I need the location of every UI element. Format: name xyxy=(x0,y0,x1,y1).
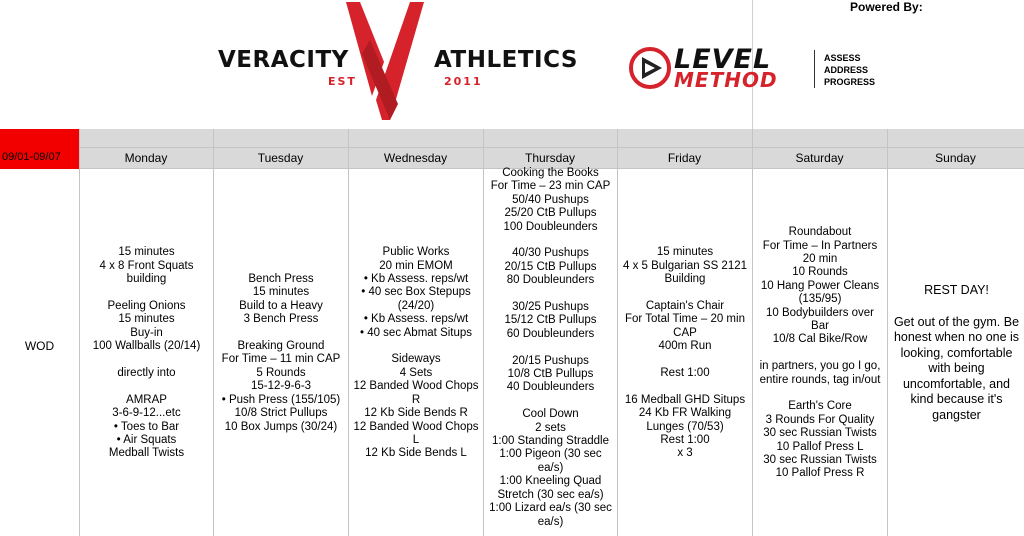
workout-line: 10 Pallof Press R xyxy=(775,467,865,480)
powered-by-label: Powered By: xyxy=(850,0,923,14)
workout-line: 20/15 Pushups xyxy=(512,354,589,367)
workout-line: 15-12-9-6-3 xyxy=(250,380,312,393)
workout-line: ea/s) xyxy=(537,515,564,528)
tagline-line: ASSESS xyxy=(824,53,861,63)
day-header-monday[interactable]: Monday xyxy=(124,151,168,165)
workout-line: CAP xyxy=(673,326,697,339)
workout-line: • 40 sec Abmat Situps xyxy=(359,326,473,339)
workout-line: 100 Wallballs (20/14) xyxy=(92,340,201,353)
workout-line: Cool Down xyxy=(522,408,579,421)
workout-line: 40 Doubleunders xyxy=(506,381,595,394)
workout-line: • 40 sec Box Stepups xyxy=(361,286,471,299)
workout-line: 24 Kb FR Walking xyxy=(638,407,732,420)
workout-line xyxy=(484,341,617,354)
workout-line xyxy=(891,299,1022,315)
workout-line: • Kb Assess. reps/wt xyxy=(363,313,469,326)
workout-line: 1:00 Lizard ea/s (30 sec xyxy=(489,502,612,515)
workout-line: 4 x 8 Front Squats xyxy=(99,259,194,272)
workout-line: Peeling Onions xyxy=(107,299,186,312)
workout-line: REST DAY! xyxy=(924,283,989,298)
workout-line xyxy=(618,354,752,367)
workout-cell-sunday[interactable] xyxy=(891,171,1022,536)
workout-line: R xyxy=(411,393,421,406)
workout-line: in partners, you go I go, xyxy=(759,360,881,373)
workout-line: Lunges (70/53) xyxy=(646,420,724,433)
workout-line: 1:00 Standing Straddle xyxy=(491,435,609,448)
workout-line: • Push Press (155/105) xyxy=(221,393,341,406)
workout-line: 10/8 Strict Pullups xyxy=(234,407,328,420)
workout-line xyxy=(484,234,617,247)
workout-line: 10 Pallof Press L xyxy=(776,440,864,453)
workout-line: 15 minutes xyxy=(252,286,310,299)
day-header-sunday[interactable]: Sunday xyxy=(935,151,976,165)
level-method-emblem-icon xyxy=(628,46,672,90)
workout-line: 2 sets xyxy=(535,421,566,434)
workout-line: 10 Rounds xyxy=(792,266,848,279)
workout-cell-thursday[interactable] xyxy=(484,167,617,536)
workout-line: Roundabout xyxy=(788,226,852,239)
workout-line: 10 Box Jumps (30/24) xyxy=(224,420,338,433)
workout-line xyxy=(80,354,213,367)
workout-line: 12 Kb Side Bends R xyxy=(364,407,468,420)
workout-line: 1:00 Kneeling Quad xyxy=(499,475,602,488)
workout-line: 4 x 5 Bulgarian SS 2121 xyxy=(622,259,748,272)
logo-year: 2011 xyxy=(444,75,483,88)
workout-line: 12 Banded Wood Chops xyxy=(353,420,479,433)
workout-line xyxy=(618,286,752,299)
workout-line: 80 Doubleunders xyxy=(506,274,595,287)
workout-line: Medball Twists xyxy=(108,447,185,460)
workout-line: Earth's Core xyxy=(788,400,852,413)
workout-line: 60 Doubleunders xyxy=(506,327,595,340)
workout-line xyxy=(484,288,617,301)
workout-line: 20 min xyxy=(802,252,838,265)
workout-line: 20 min EMOM xyxy=(379,259,453,272)
workout-line: Bar xyxy=(811,320,829,332)
workout-line: building xyxy=(126,273,167,286)
header-band xyxy=(0,129,1024,147)
workout-line xyxy=(618,380,752,393)
workout-line: 1:00 Pigeon (30 sec xyxy=(499,448,602,461)
workout-line xyxy=(214,327,348,340)
column-divider xyxy=(887,129,888,536)
workout-line: • Toes to Bar xyxy=(113,420,180,433)
workout-line: Stretch (30 sec ea/s) xyxy=(497,488,604,501)
date-range-cell[interactable] xyxy=(0,129,79,169)
day-header-tuesday[interactable]: Tuesday xyxy=(257,151,304,165)
workout-line: 25/20 CtB Pullups xyxy=(504,207,597,220)
workout-line: directly into xyxy=(117,366,176,379)
workout-line: 400m Run xyxy=(658,340,712,353)
workout-line: 15 minutes xyxy=(656,246,714,259)
workout-line: 10/8 CtB Pullups xyxy=(507,368,594,381)
workout-line: (135/95) xyxy=(798,293,842,306)
workout-line: • Kb Assess. reps/wt xyxy=(363,273,469,286)
schedule-grid xyxy=(0,129,1024,536)
workout-line: ea/s) xyxy=(537,461,564,474)
logo-word-left: VERACITY xyxy=(218,47,349,73)
workout-line: 15/12 CtB Pullups xyxy=(504,314,597,327)
workout-line: 100 Doubleunders xyxy=(503,220,598,233)
workout-line: For Total Time – 20 min xyxy=(625,313,745,326)
date-range-label: 09/01-09/07 xyxy=(2,151,61,163)
workout-cell-wednesday[interactable] xyxy=(349,171,483,536)
workout-line: 10 Bodybuilders over xyxy=(765,306,875,319)
workout-line: Public Works xyxy=(382,246,450,259)
header xyxy=(0,0,1024,129)
workout-line: • Air Squats xyxy=(116,433,177,446)
workout-line: 10/8 Cal Bike/Row xyxy=(772,333,868,346)
workout-line: 10 Hang Power Cleans xyxy=(760,279,880,292)
workout-line: 4 Sets xyxy=(399,366,433,379)
logo-word-right: ATHLETICS xyxy=(434,47,578,73)
workout-line: Rest 1:00 xyxy=(660,366,710,379)
day-header-saturday[interactable]: Saturday xyxy=(795,151,844,165)
workout-line: Build to a Heavy xyxy=(239,299,323,312)
workout-line: 30 sec Russian Twists xyxy=(763,454,877,467)
workout-line: Breaking Ground xyxy=(237,340,325,353)
logo-method-word: METHOD xyxy=(674,68,778,92)
workout-line: Bench Press xyxy=(248,273,314,286)
workout-line: (24/20) xyxy=(397,299,435,312)
workout-line: x 3 xyxy=(677,447,693,460)
workout-line: 12 Banded Wood Chops xyxy=(353,380,479,393)
workout-line: Sideways xyxy=(391,353,441,366)
workout-line: Rest 1:00 xyxy=(660,433,710,446)
logo-est: EST xyxy=(328,75,357,88)
workout-cell-tuesday[interactable] xyxy=(214,171,348,536)
tagline-line: ADDRESS xyxy=(824,65,869,75)
workout-line: Captain's Chair xyxy=(645,299,725,312)
workout-line: Buy-in xyxy=(130,326,163,339)
workout-line: 3 Rounds For Quality xyxy=(765,413,875,426)
workout-line xyxy=(349,340,483,353)
workout-line: 16 Medball GHD Situps xyxy=(624,393,746,406)
workout-line: For Time – 23 min CAP xyxy=(490,180,611,193)
workout-line: L xyxy=(412,433,420,446)
workout-line: Get out of the gym. Be honest when no one is looking, comfortable with being uncomfortable, and kind because it's gangster xyxy=(893,314,1020,423)
workout-line: For Time – 11 min CAP xyxy=(221,353,341,366)
workout-line: 15 minutes xyxy=(118,313,175,326)
level-method-logo xyxy=(628,42,888,102)
workout-cell-friday[interactable] xyxy=(618,171,752,536)
workout-line: 30/25 Pushups xyxy=(512,301,589,314)
day-header-wednesday[interactable]: Wednesday xyxy=(383,151,448,165)
workout-line: 3-6-9-12...etc xyxy=(112,407,181,420)
workout-line xyxy=(80,380,213,393)
workout-line xyxy=(753,347,887,360)
workout-line: AMRAP xyxy=(126,393,167,406)
workout-line: 15 minutes xyxy=(118,246,175,259)
workout-line: 20/15 CtB Pullups xyxy=(504,260,597,273)
workout-line xyxy=(484,395,617,408)
workout-line: 40/30 Pushups xyxy=(512,247,589,260)
workout-line: entire rounds, tag in/out xyxy=(759,373,881,386)
logo-level-word: LEVEL xyxy=(674,44,772,75)
workout-line: 3 Bench Press xyxy=(243,313,319,326)
workout-line: Cooking the Books xyxy=(502,167,599,179)
workout-line: 12 Kb Side Bends L xyxy=(365,447,467,460)
workout-line: Building xyxy=(664,273,706,286)
day-header-thursday[interactable]: Thursday xyxy=(524,151,576,165)
wod-row-label[interactable]: WOD xyxy=(24,339,55,353)
tagline-line: PROGRESS xyxy=(824,77,876,87)
workout-cell-monday[interactable] xyxy=(80,171,213,536)
logo-tagline xyxy=(824,52,875,88)
workout-cell-saturday[interactable] xyxy=(753,171,887,536)
workout-line: For Time – In Partners xyxy=(762,239,878,252)
logo-divider xyxy=(814,50,815,88)
workout-line xyxy=(80,286,213,299)
workout-line: 30 sec Russian Twists xyxy=(763,427,877,440)
workout-line: 50/40 Pushups xyxy=(512,193,589,206)
vx-mark-icon xyxy=(340,0,430,122)
workout-line xyxy=(753,387,887,400)
workout-line: 5 Rounds xyxy=(256,366,306,379)
day-header-friday[interactable]: Friday xyxy=(667,151,702,165)
